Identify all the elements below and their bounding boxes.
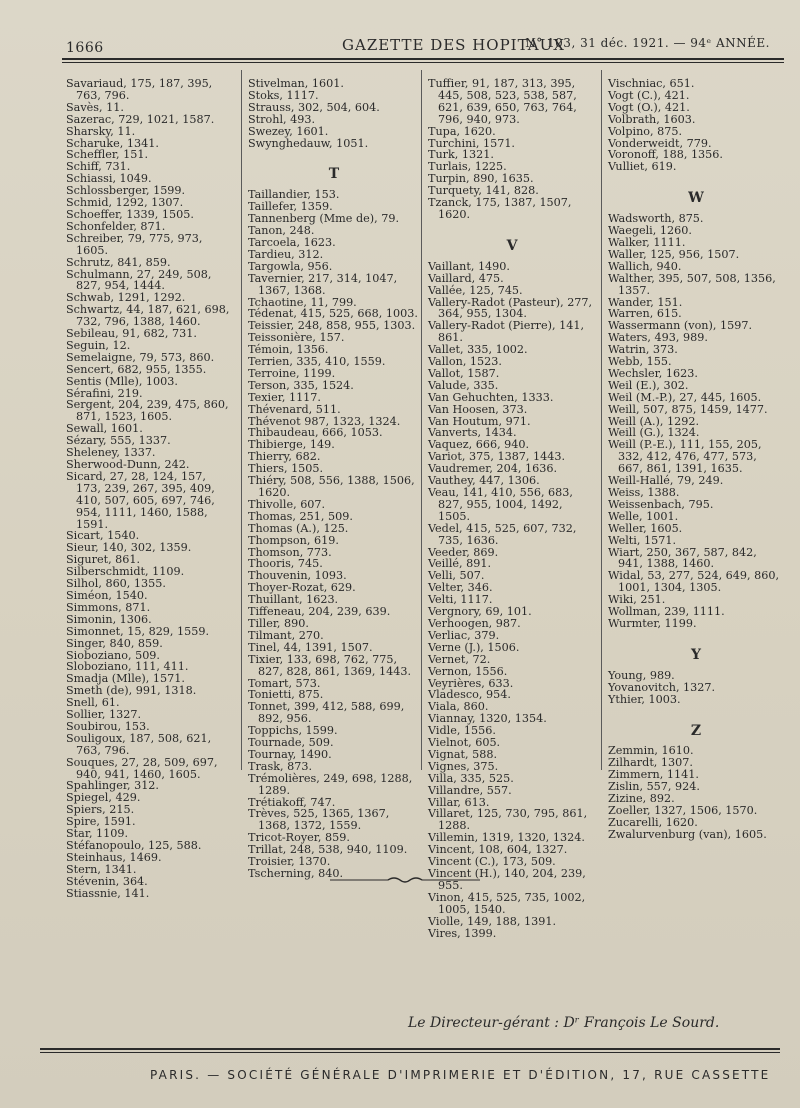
spacer (608, 706, 784, 714)
index-entry: Teissier, 248, 858, 955, 1303. (248, 319, 416, 333)
index-entry: Tricot-Royer, 859. (248, 831, 350, 845)
index-entry: Zizine, 892. (608, 792, 675, 806)
spacer (428, 221, 596, 229)
index-entry: Velti, 1117. (428, 593, 493, 607)
index-entry: Thierry, 682. (248, 450, 321, 464)
index-entry: Wander, 151. (608, 295, 683, 309)
index-entry: Siméon, 1540. (66, 588, 148, 602)
index-entry: Vernet, 72. (428, 652, 491, 666)
index-entry: Van Hoosen, 373. (428, 402, 528, 416)
index-entry: Turchini, 1571. (428, 136, 515, 150)
index-entry: Sewall, 1601. (66, 422, 143, 436)
index-entry: Tardieu, 312. (248, 247, 324, 261)
index-entry: Valude, 335. (428, 378, 499, 392)
printer-imprint: PARIS. — SOCIÉTÉ GÉNÉRALE D'IMPRIMERIE ET D'ÉDITION, 17, RUE CASSETTE (150, 1068, 771, 1082)
index-entry: Wollman, 239, 1111. (608, 605, 725, 619)
index-entry: Tuffier, 91, 187, 313, 395, 445, 508, 523, 538, 587, 621, 639, 650, 763, 764, 796, 940, 973. (428, 77, 577, 126)
index-entry: Tournay, 1490. (248, 747, 332, 761)
index-entry: Scheffler, 151. (66, 148, 149, 162)
index-entry: Vladesco, 954. (428, 688, 511, 702)
index-entry: Targowla, 956. (248, 259, 333, 273)
index-entry: Weill, 507, 875, 1459, 1477. (608, 402, 768, 416)
index-entry: Weill (G.), 1324. (608, 426, 700, 440)
index-entry: Turlais, 1225. (428, 160, 507, 174)
index-entry: Villemin, 1319, 1320, 1324. (428, 831, 585, 845)
index-entry: Swezey, 1601. (248, 124, 329, 138)
index-entry: Zoeller, 1327, 1506, 1570. (608, 803, 758, 817)
index-entry: Waegeli, 1260. (608, 224, 692, 238)
column-divider (421, 70, 422, 770)
index-entry: Young, 989. (608, 668, 675, 682)
index-entry: Terrien, 335, 410, 1559. (248, 355, 386, 369)
index-entry: Semelaigne, 79, 573, 860. (66, 350, 215, 364)
index-entry: Vernon, 1556. (428, 664, 508, 678)
index-entry: Simmons, 871. (66, 600, 151, 614)
index-entry: Vallon, 1523. (428, 355, 502, 369)
index-entry: Vignat, 588. (428, 747, 498, 761)
index-entry: Tinel, 44, 1391, 1507. (248, 640, 373, 654)
index-entry: Veau, 141, 410, 556, 683, 827, 955, 1004, 1492, 1505. (428, 486, 573, 523)
index-entry: Vonderweidt, 779. (608, 136, 712, 150)
index-entry: Verne (J.), 1506. (428, 640, 520, 654)
index-entry: Siguret, 861. (66, 553, 141, 567)
index-entry: Spiegel, 429. (66, 791, 141, 805)
index-entry: Schrutz, 841, 859. (66, 255, 171, 269)
section-letter: Y (691, 646, 701, 663)
index-entry: Singer, 840, 859. (66, 636, 163, 650)
index-entry: Waters, 493, 989. (608, 331, 708, 345)
index-entry: Teissonière, 157. (248, 331, 345, 345)
index-entry: Volpino, 875. (608, 124, 683, 138)
index-entry: Seguin, 12. (66, 338, 131, 352)
footer-rule-thin (40, 1052, 780, 1053)
index-entry: Wallich, 940. (608, 259, 682, 273)
index-entry: Viala, 860. (428, 700, 489, 714)
index-entry: Sazerac, 729, 1021, 1587. (66, 112, 215, 126)
index-entry: Thévenard, 511. (248, 402, 341, 416)
index-entry: Veillé, 891. (428, 557, 492, 571)
index-entry: Schiassi, 1049. (66, 172, 152, 186)
index-entry: Tonietti, 875. (248, 688, 324, 702)
index-entry: Thompson, 619. (248, 533, 339, 547)
index-entry: Turpin, 890, 1635. (428, 172, 534, 186)
journal-title: GAZETTE DES HOPITAUX (342, 36, 565, 54)
index-entry: Tixier, 133, 698, 762, 775, 827, 828, 861, 1369, 1443. (248, 652, 412, 678)
index-entry: Walther, 395, 507, 508, 1356, 1357. (608, 271, 776, 297)
signature-line: Le Directeur-gérant : Dʳ François Le Sourd. (408, 1015, 720, 1031)
header-rule-thin (62, 62, 784, 63)
index-entry: Tomart, 573. (248, 676, 321, 690)
index-entry: Velli, 507. (428, 569, 485, 583)
index-column-2 (248, 78, 420, 880)
index-entry: Vires, 1399. (428, 926, 497, 940)
index-entry: Sicard, 27, 28, 124, 157, 173, 239, 267, 395, 409, 410, 507, 605, 697, 746, 954, 1111, 1460, 1588, 1591. (66, 469, 215, 531)
index-entry: Silberschmidt, 1109. (66, 565, 185, 579)
index-entry: Thivolle, 607. (248, 497, 326, 511)
index-entry: Zislin, 557, 924. (608, 780, 700, 794)
index-entry: Ythier, 1003. (608, 692, 681, 706)
index-entry: Stiassnie, 141. (66, 886, 150, 900)
index-entry: Vallery-Radot (Pasteur), 277, 364, 955, 1304. (428, 295, 593, 321)
index-entry: Tavernier, 217, 314, 1047, 1367, 1368. (248, 271, 398, 297)
index-entry: Savès, 11. (66, 100, 124, 114)
index-entry: Weissenbach, 795. (608, 497, 714, 511)
index-entry: Tanon, 248. (248, 224, 315, 238)
index-entry: Vogt (C.), 421. (608, 88, 690, 102)
index-entry: Steinhaus, 1469. (66, 850, 162, 864)
spacer (608, 173, 784, 181)
index-entry: Vincent (C.), 173, 509. (428, 855, 556, 869)
index-entry: Welti, 1571. (608, 533, 676, 547)
index-entry: Sencert, 682, 955, 1355. (66, 362, 207, 376)
index-entry: Snell, 61. (66, 696, 120, 710)
index-entry: Scharuke, 1341. (66, 136, 159, 150)
index-entry: Vaillard, 475. (428, 271, 504, 285)
index-entry: Savariaud, 175, 187, 395, 763, 796. (66, 77, 213, 102)
section-letter: W (688, 190, 704, 207)
column-divider (601, 70, 602, 770)
index-entry: Sheleney, 1337. (66, 446, 156, 460)
page-header (66, 34, 780, 58)
index-entry: Thibierge, 149. (248, 438, 335, 452)
index-entry: Zimmern, 1141. (608, 768, 699, 782)
index-entry: Schreiber, 79, 775, 973, 1605. (66, 231, 203, 257)
index-entry: Sérafini, 219. (66, 386, 143, 400)
index-entry: Weil (E.), 302. (608, 378, 689, 392)
index-entry: Vauthey, 447, 1306. (428, 474, 540, 488)
index-entry: Schwab, 1291, 1292. (66, 291, 186, 305)
index-entry: Vogt (O.), 421. (608, 100, 690, 114)
index-entry: Trémolières, 249, 698, 1288, 1289. (248, 771, 413, 797)
index-entry: Simonnet, 15, 829, 1559. (66, 624, 210, 638)
section-letter: V (506, 237, 518, 254)
index-entry: Verliac, 379. (428, 628, 500, 642)
index-entry: Schlossberger, 1599. (66, 184, 186, 198)
index-entry: Spahlinger, 312. (66, 779, 159, 793)
index-entry: Sioboziano, 509. (66, 648, 160, 662)
index-entry: Sebileau, 91, 682, 731. (66, 327, 197, 341)
index-entry: Terson, 335, 1524. (248, 378, 354, 392)
index-entry: Vignes, 375. (428, 759, 499, 773)
index-entry: Vulliet, 619. (608, 160, 677, 174)
index-entry: Trask, 873. (248, 759, 313, 773)
index-entry: Texier, 1117. (248, 390, 321, 404)
index-entry: Star, 1109. (66, 827, 129, 841)
index-entry: Weill (P.-E.), 111, 155, 205, 332, 412, 476, 477, 573, 667, 861, 1391, 1635. (608, 438, 762, 476)
index-column-1 (66, 78, 234, 900)
index-entry: Vanverts, 1434. (428, 426, 517, 440)
index-entry: Walker, 1111. (608, 235, 686, 249)
index-entry: Tournade, 509. (248, 736, 334, 750)
index-entry: Villa, 335, 525. (428, 771, 514, 785)
index-entry: Taillandier, 153. (248, 188, 340, 202)
index-entry: Violle, 149, 188, 1391. (428, 914, 557, 928)
index-entry: Trèves, 525, 1365, 1367, 1368, 1372, 1559. (248, 807, 390, 833)
index-entry: Thiers, 1505. (248, 462, 324, 476)
index-entry: Thiéry, 508, 556, 1388, 1506, 1620. (248, 474, 415, 499)
index-entry: Sicart, 1540. (66, 529, 140, 543)
index-entry: Schonfelder, 871. (66, 219, 166, 233)
index-entry: Simonin, 1306. (66, 612, 152, 626)
index-entry: Zemmin, 1610. (608, 744, 694, 758)
index-entry: Tscherning, 840. (248, 867, 343, 880)
index-entry: Welle, 1001. (608, 509, 679, 523)
index-entry: Vaillant, 1490. (428, 259, 510, 273)
index-entry: Villar, 613. (428, 795, 490, 809)
index-entry: Vallet, 335, 1002. (428, 343, 528, 357)
index-column-3 (428, 78, 596, 939)
index-entry: Yovanovitch, 1327. (608, 680, 716, 694)
index-entry: Tonnet, 399, 412, 588, 699, 892, 956. (248, 700, 405, 726)
index-entry: Spiers, 215. (66, 803, 135, 817)
index-entry: Watrin, 373. (608, 343, 678, 357)
index-entry: Smeth (de), 991, 1318. (66, 684, 197, 698)
index-entry: Vallée, 125, 745. (428, 283, 523, 297)
index-entry: Sollier, 1327. (66, 708, 142, 722)
index-entry: Souques, 27, 28, 509, 697, 940, 941, 1460, 1605. (66, 755, 218, 781)
index-entry: Smadja (Mlle), 1571. (66, 672, 185, 686)
index-entry: Thomas (A.), 125. (248, 521, 349, 535)
spacer (248, 149, 420, 157)
index-entry: Taillefer, 1359. (248, 200, 333, 214)
index-entry: Vallery-Radot (Pierre), 141, 861. (428, 319, 585, 345)
index-entry: Swynghedauw, 1051. (248, 136, 369, 150)
index-entry: Villandre, 557. (428, 783, 512, 797)
index-entry: Tarcoela, 1623. (248, 235, 336, 249)
index-entry: Sieur, 140, 302, 1359. (66, 541, 192, 555)
index-entry: Weiss, 1388. (608, 486, 680, 499)
index-entry: Spire, 1591. (66, 815, 136, 829)
index-entry: Trillat, 248, 538, 940, 1109. (248, 843, 408, 857)
index-entry: Sergent, 204, 239, 475, 860, 871, 1523, 1605. (66, 398, 229, 424)
index-entry: Viannay, 1320, 1354. (428, 712, 547, 726)
index-entry: Variot, 375, 1387, 1443. (428, 450, 566, 464)
index-entry: Schwartz, 44, 187, 621, 698, 732, 796, 1388, 1460. (66, 303, 230, 329)
index-entry: Thooris, 745. (248, 557, 323, 571)
index-entry: Verhoogen, 987. (428, 616, 521, 630)
index-entry: Veeder, 869. (428, 545, 499, 559)
index-entry: Tiller, 890. (248, 616, 309, 630)
index-entry: Zwalurvenburg (van), 1605. (608, 827, 767, 841)
index-entry: Vaquez, 666, 940. (428, 438, 530, 452)
section-letter: Z (690, 722, 702, 739)
index-entry: Zilhardt, 1307. (608, 756, 693, 770)
section-letter: T (328, 166, 340, 183)
index-entry: Trétiakoff, 747. (248, 795, 336, 809)
index-entry: Schulmann, 27, 249, 508, 827, 954, 1444. (66, 267, 212, 293)
index-entry: Tédenat, 415, 525, 668, 1003. (248, 307, 418, 321)
index-entry: Terroine, 1199. (248, 366, 336, 380)
index-entry: Tiffeneau, 204, 239, 639. (248, 605, 391, 619)
index-entry: Stéfanopoulo, 125, 588. (66, 839, 202, 852)
index-entry: Stivelman, 1601. (248, 77, 344, 90)
index-entry: Schoeffer, 1339, 1505. (66, 207, 194, 221)
index-entry: Thouvenin, 1093. (248, 569, 347, 583)
index-entry: Wadsworth, 875. (608, 212, 704, 226)
index-entry: Vedel, 415, 525, 607, 732, 735, 1636. (428, 521, 577, 547)
index-entry: Stévenin, 364. (66, 874, 148, 888)
index-entry: Thomson, 773. (248, 545, 332, 559)
spacer (608, 630, 784, 638)
index-entry: Villaret, 125, 730, 795, 861, 1288. (428, 807, 588, 833)
index-entry: Voronoff, 188, 1356. (608, 148, 723, 162)
index-entry: Zucarelli, 1620. (608, 815, 698, 829)
index-entry: Weill-Hallé, 79, 249. (608, 474, 724, 488)
index-entry: Vaudremer, 204, 1636. (428, 462, 558, 476)
index-entry: Sloboziano, 111, 411. (66, 660, 189, 674)
column-divider (241, 70, 242, 770)
index-entry: Sentis (Mlle), 1003. (66, 374, 178, 388)
header-rule (62, 58, 784, 60)
index-entry: Vincent, 108, 604, 1327. (428, 843, 568, 857)
index-entry: Weill (A.), 1292. (608, 414, 700, 428)
index-entry: Wechsler, 1623. (608, 366, 698, 380)
index-entry: Tupa, 1620. (428, 124, 496, 138)
index-entry: Vischniac, 651. (608, 77, 695, 90)
index-entry: Thévenot 987, 1323, 1324. (248, 414, 401, 428)
index-entry: Tchaotine, 11, 799. (248, 295, 357, 309)
index-entry: Schiff, 731. (66, 160, 131, 174)
index-entry: Vallot, 1587. (428, 366, 500, 380)
index-entry: Van Houtum, 971. (428, 414, 531, 428)
index-entry: Thibaudeau, 666, 1053. (248, 426, 383, 440)
index-entry: Wiart, 250, 367, 587, 842, 941, 1388, 1460. (608, 545, 757, 571)
index-entry: Velter, 346. (428, 581, 493, 595)
index-entry: Sharsky, 11. (66, 124, 136, 138)
index-entry: Sézary, 555, 1337. (66, 434, 171, 448)
index-entry: Vielnot, 605. (428, 736, 501, 750)
index-entry: Vidle, 1556. (428, 724, 496, 738)
index-entry: Toppichs, 1599. (248, 724, 338, 738)
index-entry: Strauss, 302, 504, 604. (248, 100, 380, 114)
index-entry: Vincent (H.), 140, 204, 239, 955. (428, 867, 586, 892)
index-entry: Stoks, 1117. (248, 88, 319, 102)
index-entry: Silhol, 860, 1355. (66, 577, 166, 591)
index-entry: Turquety, 141, 828. (428, 184, 539, 198)
index-entry: Thuillant, 1623. (248, 593, 339, 607)
index-entry: Thomas, 251, 509. (248, 509, 353, 523)
index-entry: Troisier, 1370. (248, 855, 331, 869)
index-entry: Warren, 615. (608, 307, 682, 321)
index-entry: Veyrières, 633. (428, 676, 514, 690)
index-entry: Souligoux, 187, 508, 621, 763, 796. (66, 731, 212, 757)
index-entry: Webb, 155. (608, 355, 672, 369)
index-entry: Widal, 53, 277, 524, 649, 860, 1001, 1304, 1305. (608, 569, 780, 595)
index-entry: Weil (M.-P.), 27, 445, 1605. (608, 390, 762, 404)
page-number: 1666 (66, 40, 104, 56)
index-entry: Témoin, 1356. (248, 343, 329, 357)
issue-line: N° 103, 31 déc. 1921. — 94ᵉ ANNÉE. (525, 36, 770, 50)
index-entry: Tilmant, 270. (248, 628, 324, 642)
index-entry: Turk, 1321. (428, 148, 494, 162)
index-entry: Wurmter, 1199. (608, 616, 697, 630)
index-entry: Strohl, 493. (248, 112, 316, 126)
index-entry: Wassermann (von), 1597. (608, 319, 753, 333)
index-entry: Volbrath, 1603. (608, 112, 696, 126)
index-entry: Vergnory, 69, 101. (428, 605, 532, 619)
ornament-divider (330, 876, 480, 884)
index-column-4 (608, 78, 784, 841)
index-entry: Schmid, 1292, 1307. (66, 196, 184, 210)
index-entry: Vinon, 415, 525, 735, 1002, 1005, 1540. (428, 890, 586, 916)
index-entry: Weller, 1605. (608, 521, 683, 535)
index-entry: Wiki, 251. (608, 593, 666, 607)
index-entry: Waller, 125, 956, 1507. (608, 247, 740, 261)
index-entry: Van Gehuchten, 1333. (428, 390, 554, 404)
index-entry: Sherwood-Dunn, 242. (66, 458, 190, 471)
index-entry: Tzanck, 175, 1387, 1507, 1620. (428, 196, 572, 221)
index-entry: Tannenberg (Mme de), 79. (248, 212, 400, 226)
footer-rule (40, 1048, 780, 1050)
index-entry: Soubirou, 153. (66, 719, 150, 733)
index-entry: Thoyer-Rozat, 629. (248, 581, 356, 595)
index-entry: Stern, 1341. (66, 862, 137, 876)
